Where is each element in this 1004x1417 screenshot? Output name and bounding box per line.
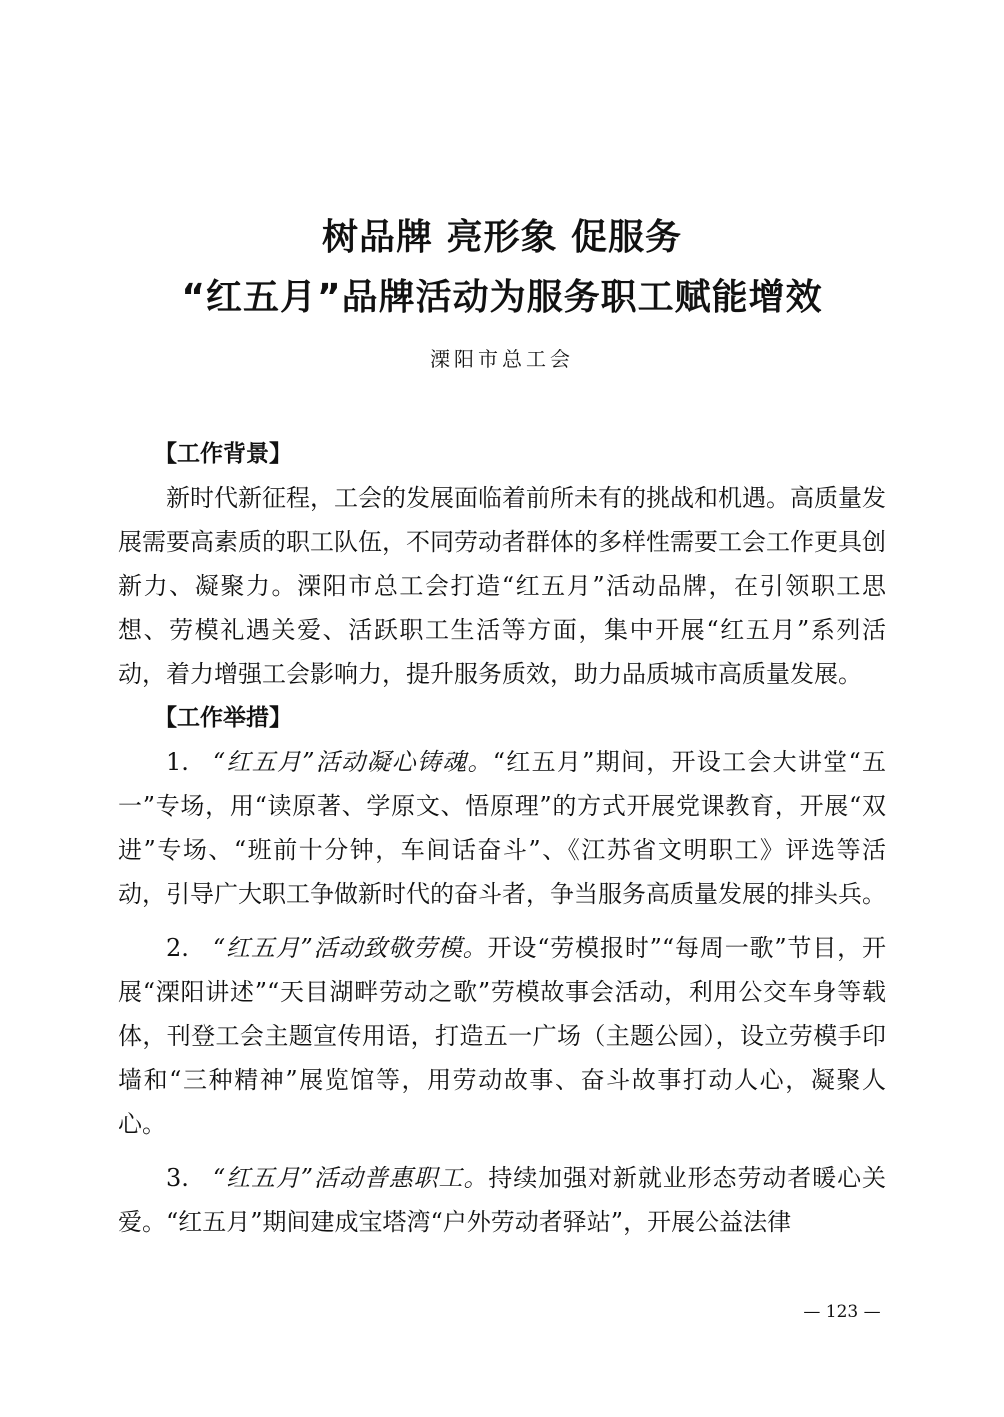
document-body — [118, 432, 886, 1244]
measure-item-title: “红五月”活动普惠职工。 — [212, 1164, 489, 1192]
measure-item-text: “红五月”期间，开设工会大讲堂“五一”专场，用“读原著、学原文、悟原理”的方式开展党课教育，开展“双进”专场、“班前十分钟，车间话奋斗”、《江苏省文明职工》评选等活动，引导广大职工争做新时代的奋斗者，争当服务高质量发展的排头兵。 — [118, 748, 886, 908]
measure-item-number: 3. — [166, 1164, 189, 1192]
measure-item-number: 2. — [166, 934, 189, 962]
measure-item-spacer — [189, 748, 213, 776]
title-line-1: 树品牌 亮形象 促服务 — [321, 217, 683, 258]
title-line-2: “红五月”品牌活动为服务职工赋能增效 — [181, 277, 823, 318]
section-heading-background: 【工作背景】 — [154, 441, 292, 467]
measure-item-text: 开设“劳模报时”“每周一歌”节目，开展“溧阳讲述”“天目湖畔劳动之歌”劳模故事会活动，利用公交车身等载体，刊登工会主题宣传用语，打造五一广场（主题公园），设立劳模手印墙和“三种精神”展览馆等，用劳动故事、奋斗故事打动人心，凝聚人心。 — [118, 934, 887, 1138]
measure-item-number: 1. — [166, 748, 189, 776]
author: 溧阳市总工会 — [430, 347, 574, 371]
background-paragraph: 新时代新征程，工会的发展面临着前所未有的挑战和机遇。高质量发展需要高素质的职工队伍，不同劳动者群体的多样性需要工会工作更具创新力、凝聚力。溧阳市总工会打造“红五月”活动品牌，在引领职工思想、劳模礼遇关爱、活跃职工生活等方面，集中开展“红五月”系列活动，着力增强工会影响力，提升服务质效，助力品质城市高质量发展。 — [118, 484, 886, 688]
measure-item-title: “红五月”活动凝心铸魂。 — [212, 748, 493, 776]
measure-item-3 — [118, 1156, 886, 1244]
measure-item-2 — [118, 926, 886, 1146]
measure-item-title: “红五月”活动致敬劳模。 — [212, 934, 488, 962]
measure-item-1 — [118, 740, 886, 916]
page-number: — 123 — — [803, 1302, 881, 1322]
section-heading-measures: 【工作举措】 — [154, 705, 292, 731]
measure-item-spacer — [189, 1164, 213, 1192]
measure-item-text: 持续加强对新就业形态劳动者暖心关爱。“红五月”期间建成宝塔湾“户外劳动者驿站”，开展公益法律 — [118, 1164, 886, 1236]
measure-item-spacer — [189, 934, 213, 962]
